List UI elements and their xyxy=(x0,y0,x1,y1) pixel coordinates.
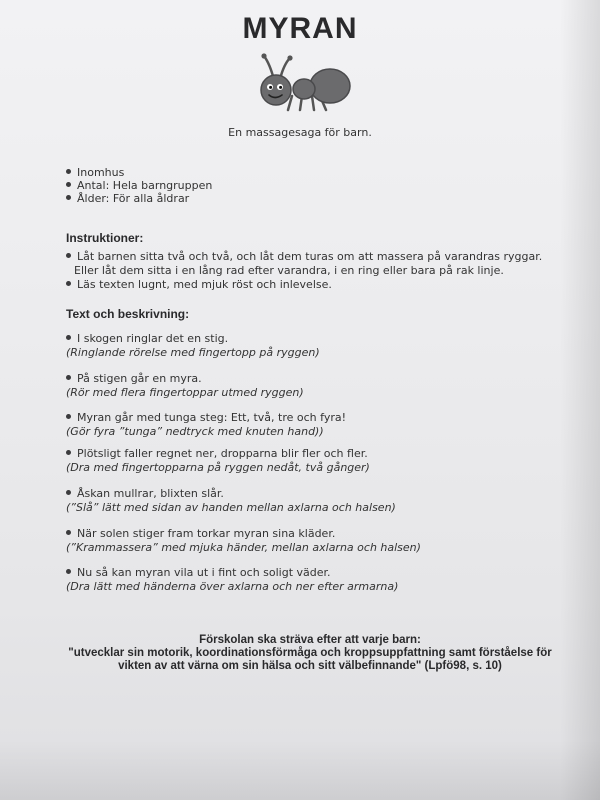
instructions-list xyxy=(66,250,566,292)
bullet-dot-icon xyxy=(66,182,71,187)
bullet-dot-icon xyxy=(66,414,71,419)
story-heading: Text och beskrivning: xyxy=(66,307,190,321)
list-item: Läs texten lugnt, med mjuk röst och inlevelse. xyxy=(66,278,566,292)
instructions-heading: Instruktioner: xyxy=(66,231,144,245)
curriculum-quote xyxy=(40,634,580,673)
bullet-dot-icon xyxy=(66,335,71,340)
story-note: (Dra med fingertopparna på ryggen nedåt, två gånger) xyxy=(66,461,370,474)
list-item: Antal: Hela barngruppen xyxy=(66,179,212,192)
story-line: Nu så kan myran vila ut i fint och soligt väder. xyxy=(66,566,331,579)
story-item xyxy=(66,566,398,594)
story-line: När solen stiger fram torkar myran sina kläder. xyxy=(66,527,335,540)
ant-icon xyxy=(252,52,352,114)
story-item xyxy=(66,411,346,439)
story-item xyxy=(66,372,304,400)
story-line: På stigen går en myra. xyxy=(66,372,202,385)
bullet-dot-icon xyxy=(66,490,71,495)
quote-line: vikten av att värna om sin hälsa och sitt välbefinnande" (Lpfö98, s. 10) xyxy=(118,660,502,672)
story-line: Myran går med tunga steg: Ett, två, tre och fyra! xyxy=(66,411,346,424)
story-line: Plötsligt faller regnet ner, dropparna blir fler och fler. xyxy=(66,447,368,460)
bullet-dot-icon xyxy=(66,169,71,174)
quote-line: "utvecklar sin motorik, koordinationsförmåga och kroppsuppfattning samt förståelse för xyxy=(68,647,552,659)
list-item: Inomhus xyxy=(66,166,212,179)
page-title: MYRAN xyxy=(242,12,358,45)
subtitle: En massagesaga för barn. xyxy=(228,126,372,139)
story-note: (”Krammassera” med mjuka händer, mellan axlarna och halsen) xyxy=(66,541,421,554)
list-item-continuation: Eller låt dem sitta i en lång rad efter varandra, i en ring eller bara på rak linje. xyxy=(74,264,504,277)
story-item xyxy=(66,527,421,555)
story-item xyxy=(66,487,396,515)
info-list xyxy=(66,166,212,205)
bullet-dot-icon xyxy=(66,569,71,574)
bullet-dot-icon xyxy=(66,253,71,258)
list-item: Låt barnen sitta två och två, och låt dem turas om att massera på varandras ryggar. xyxy=(66,250,566,264)
story-line: I skogen ringlar det en stig. xyxy=(66,332,228,345)
bullet-dot-icon xyxy=(66,375,71,380)
bullet-dot-icon xyxy=(66,450,71,455)
quote-line: Förskolan ska sträva efter att varje barn: xyxy=(199,634,421,646)
story-note: (Rör med flera fingertoppar utmed ryggen) xyxy=(66,386,304,399)
bullet-dot-icon xyxy=(66,195,71,200)
story-item xyxy=(66,332,320,360)
story-line: Åskan mullrar, blixten slår. xyxy=(66,487,224,500)
story-note: (”Slå” lätt med sidan av handen mellan axlarna och halsen) xyxy=(66,501,396,514)
story-note: (Ringlande rörelse med fingertopp på ryggen) xyxy=(66,346,320,359)
list-item: Ålder: För alla åldrar xyxy=(66,192,212,205)
story-note: (Gör fyra ”tunga” nedtryck med knuten hand)) xyxy=(66,425,324,438)
bullet-dot-icon xyxy=(66,281,71,286)
story-note: (Dra lätt med händerna över axlarna och ner efter armarna) xyxy=(66,580,399,593)
story-item xyxy=(66,447,370,475)
bullet-dot-icon xyxy=(66,530,71,535)
